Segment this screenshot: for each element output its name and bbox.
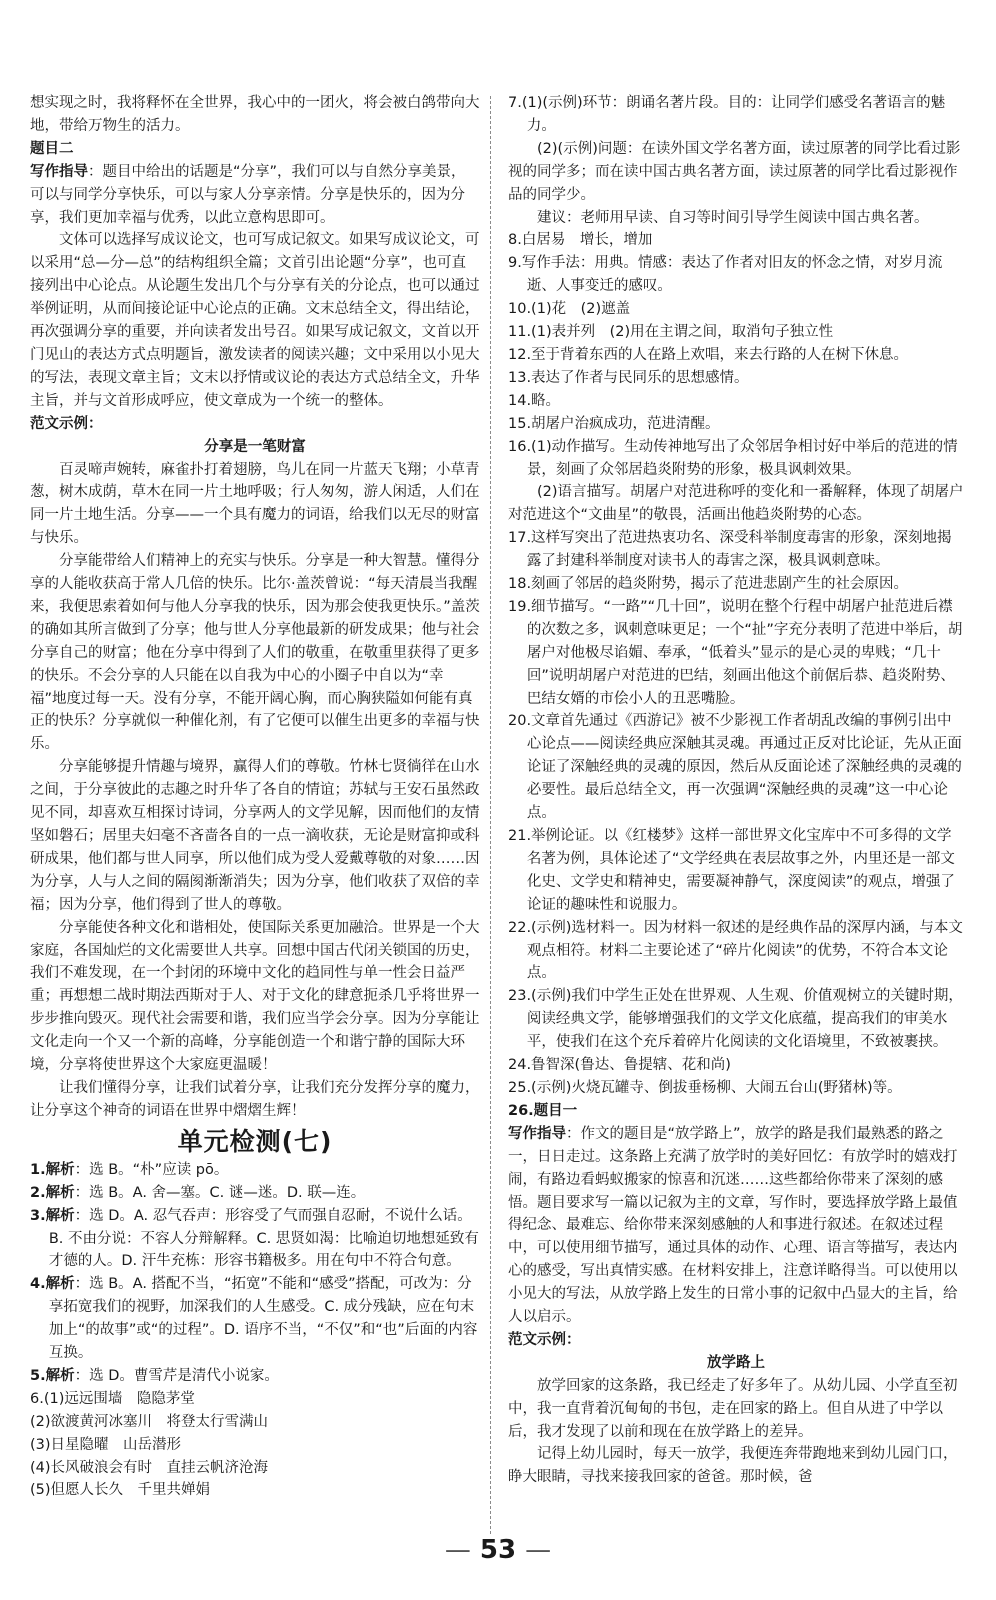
answer-item: 17.这样写突出了范进热衷功名、深受科举制度毒害的形象，深刻地揭露了封建科举制度对读书人的毒害之深，极具讽刺意味。 [508, 530, 952, 570]
essay-title: 放学路上 [707, 1354, 765, 1371]
answer-item: 16.(1)动作描写。生动传神地写出了众邻居争相讨好中举后的范进的情景，刻画了众邻居趋炎附势的形象，极具讽刺效果。 [508, 438, 958, 478]
footer-dash: — [525, 1535, 552, 1565]
writing-guide-label: 写作指导 [508, 1125, 566, 1142]
answer-item [30, 1273, 480, 1365]
writing-guide-text: ：题目中给出的话题是“分享”，我们可以与自然分享美景，可以与同学分享快乐，可以与家人分享亲情。分享是快乐的，因为分享，我们更加幸福与优秀，以此立意构思即可。 [30, 163, 466, 226]
essay-paragraph: 分享能使各种文化和谐相处，使国际关系更加融洽。世界是一个大家庭，各国灿烂的文化需要世人共享。回想中国古代闭关锁国的历史，我们不难发现，在一个封闭的环境中文化的趋同性与单一性会日益严重；再想想二战时期法西斯对于人、对于文化的肆意扼杀几乎将世界一步步推向毁灭。现代社会需要和谐，我们应当学会分享。因为分享能让文化走向一个又一个新的高峰，分享能创造一个和谐宁静的国际大环境，分享将使世界这个大家庭更温暖！ [30, 919, 480, 1074]
answer-item: 建议：老师用早读、自习等时间引导学生阅读中国古典名著。 [537, 209, 929, 226]
answer-text: ：选 D。曹雪芹是清代小说家。 [74, 1367, 279, 1384]
answer-item: 13.表达了作者与民同乐的思想感情。 [508, 369, 749, 386]
answer-label: 3.解析 [30, 1207, 75, 1224]
essay-title: 分享是一笔财富 [204, 438, 306, 455]
heading-example: 范文示例： [30, 415, 103, 432]
paragraph: 文体可以选择写成议论文，也可写成记叙文。如果写成议论文，可以采用“总—分—总”的结构组织全篇；文首引出论题“分享”，也可直接列出中心论点。从论题生发出几个与分享有关的分论点，也可以通过举例证明，从而间接论证中心论点的正确。文末总结全文，得出结论，再次强调分享的重要，并向读者发出号召。如果写成记叙文，文首以开门见山的表达方式点明题旨，激发读者的阅读兴趣；文中采用以小见大的写法，表现文章主旨；文末以抒情或议论的表达方式总结全文，升华主旨，并与文首形成呼应，使文章成为一个统一的整体。 [30, 232, 480, 409]
answer-item: (2)语言描写。胡屠户对范进称呼的变化和一番解释，体现了胡屠户对范进这个“文曲星”的敬畏，活画出他趋炎附势的心态。 [508, 484, 964, 524]
writing-guide-text: ：作文的题目是“放学路上”，放学的路是我们最熟悉的路之一，日日走过。这条路上充满了放学时的美好回忆：有放学时的嬉戏打闹，有路边看蚂蚁搬家的惊喜和沉迷……这些都给你带来了深刻的感悟。题目要求写一篇以记叙为主的文章，写作时，要选择放学路上最值得纪念、最难忘、给你带来深刻感触的人和事进行叙述。在叙述过程中，可以使用细节描写，通过具体的动作、心理、语言等描写，表达内心的感受，写出真情实感。在材料安排上，注意详略得当。可以使用以小见大的写法，从放学路上发生的日常小事的记叙中凸显大的主旨，给人以启示。 [508, 1125, 958, 1326]
answer-item: 22.(示例)选材料一。因为材料一叙述的是经典作品的深厚内涵，与本文观点相符。材料二主要论述了“碎片化阅读”的优势，不符合本文论点。 [508, 919, 963, 982]
answer-label: 5.解析 [30, 1367, 75, 1384]
heading-example: 范文示例： [508, 1331, 581, 1348]
answer-item: (2)欲渡黄河冰塞川 将登太行雪满山 [30, 1413, 269, 1430]
answer-item [30, 1159, 480, 1182]
answer-item [30, 1365, 480, 1388]
answer-item [30, 1205, 480, 1274]
answer-item: 7.(1)(示例)环节：朗诵名著片段。目的：让同学们感受名著语言的魅力。 [508, 95, 946, 134]
answer-item: 23.(示例)我们中学生正处在世界观、人生观、价值观树立的关键时期，阅读经典文学，能够增强我们的文学文化底蕴，提高我们的审美水平，使我们在这个充斥着碎片化阅读的文化语境里，不致被裹挟。 [508, 988, 963, 1051]
essay-paragraph: 记得上幼儿园时，每天一放学，我便连奔带跑地来到幼儿园门口，睁大眼睛，寻找来接我回家的爸爸。那时候，爸 [508, 1446, 958, 1486]
answer-item: 9.写作手法：用典。情感：表达了作者对旧友的怀念之情，对岁月流逝、人事变迁的感叹。 [508, 255, 943, 295]
footer-dash: — [444, 1535, 471, 1565]
page-number: 53 [479, 1535, 517, 1565]
writing-guide [30, 161, 480, 230]
answer-item [30, 1182, 480, 1205]
writing-guide-label: 写作指导 [30, 163, 88, 180]
section-title: 单元检测(七) [177, 1126, 333, 1156]
answer-item: 21.举例论证。以《红楼梦》这样一部世界文化宝库中不可多得的文学名著为例，具体论述了“文学经典在表层故事之外，内里还是一部文化史、文学史和精神史，需要凝神静气，深度阅读”的观点，增强了论证的趣味性和说服力。 [508, 828, 955, 913]
answer-text: ：选 B。A. 搭配不当，“拓宽”不能和“感受”搭配，可改为：分享拓宽我们的视野，加深我们的人生感受。C. 成分残缺，应在句末加上“的故事”或“的过程”。D. 语序不当，“不仅”和“也”后面的内容互换。 [48, 1276, 478, 1362]
answer-item: 12.至于背着东西的人在路上欢唱，来去行路的人在树下休息。 [508, 346, 909, 363]
answer-item: 11.(1)表并列 (2)用在主谓之间，取消句子独立性 [508, 324, 834, 341]
answer-item: 20.文章首先通过《西游记》被不少影视工作者胡乱改编的事例引出中心论点——阅读经典应深触其灵魂。再通过正反对比论证，先从正面论证了深触经典的灵魂的原因，然后从反面论述了深触经典的灵魂的必要性。最后总结全文，再一次强调“深触经典的灵魂”这一中心论点。 [508, 713, 962, 822]
answer-label: 1.解析 [30, 1161, 75, 1178]
answer-text: ：选 B。A. 舍—塞。C. 谜—迷。D. 联—连。 [74, 1184, 366, 1201]
answer-text: ：选 D。A. 忍气吞声：形容受了气而强自忍耐，不说什么话。B. 不由分说：不容人分辩解释。C. 思贤如渴：比喻迫切地想延致有才德的人。D. 汗牛充栋：形容书籍极多。用在句中不符合句意。 [48, 1207, 479, 1270]
page-footer [0, 1535, 996, 1565]
answer-item: 24.鲁智深(鲁达、鲁提辖、花和尚) [508, 1057, 731, 1074]
answer-label: 4.解析 [30, 1276, 75, 1293]
answer-text: ：选 B。“朴”应读 pō。 [74, 1161, 229, 1178]
answer-item: 25.(示例)火烧瓦罐寺、倒拔垂杨柳、大闹五台山(野猪林)等。 [508, 1079, 902, 1096]
essay-paragraph: 分享能够提升情趣与境界，赢得人们的尊敬。竹林七贤徜徉在山水之间，于分享彼此的志趣之时升华了各自的情谊；苏轼与王安石虽然政见不同，却喜欢互相探讨诗词，分享两人的文学见解，因而他们的友情坚如磐石；居里夫妇毫不吝啬各自的一点一滴收获，无论是财富抑或科研成果，他们都与世人同享，所以他们成为受人爱戴尊敬的对象……因为分享，人与人之间的隔阂渐渐消失；因为分享，他们收获了双倍的幸福；因为分享，他们得到了世人的尊敬。 [30, 759, 480, 913]
answer-item: (5)但愿人长久 千里共婵娟 [30, 1482, 211, 1499]
heading-topic-one: 26.题目一 [508, 1102, 578, 1119]
essay-paragraph: 分享能带给人们精神上的充实与快乐。分享是一种大智慧。懂得分享的人能收获高于常人几倍的快乐。比尔·盖茨曾说：“每天清晨当我醒来，我便思索着如何与他人分享我的快乐，因为那会使我更快乐。”盖茨的确如其所言做到了分享；他与世人分享他最新的研发成果；他与社会分享自己的财富；他在分享中得到了人们的敬重，在敬重里获得了更多的快乐。不会分享的人只能在以自我为中心的小圈子中自以为“幸福”地度过每一天。没有分享，不能开阔心胸，而心胸狭隘如何能有真正的快乐？分享就似一种催化剂，有了它便可以催生出更多的幸福与快乐。 [30, 553, 480, 753]
right-column [508, 92, 964, 1489]
heading-topic-two: 题目二 [30, 140, 74, 157]
essay-paragraph: 放学回家的这条路，我已经走了好多年了。从幼儿园、小学直至初中，我一直背着沉甸甸的书包，走在回家的路上。但自从进了中学以后，我才发现了以前和现在在放学路上的差异。 [508, 1377, 958, 1440]
essay-paragraph: 百灵啼声婉转，麻雀扑打着翅膀，鸟儿在同一片蓝天飞翔；小草青葱，树木成荫，草木在同一片土地呼吸；行人匆匆，游人闲适，人们在同一片土地生活。分享——一个具有魔力的词语，给我们以无尽的财富与快乐。 [30, 461, 480, 547]
writing-guide [508, 1123, 964, 1329]
answer-item: 8.白居易 增长，增加 [508, 232, 653, 249]
answer-label: 2.解析 [30, 1184, 75, 1201]
paragraph: 想实现之时，我将释怀在全世界，我心中的一团火，将会被白鸽带向大地，带给万物生的活力。 [30, 95, 480, 134]
column-divider [490, 96, 491, 1534]
answer-item: (4)长风破浪会有时 直挂云帆济沧海 [30, 1459, 269, 1476]
answer-item: 18.刻画了邻居的趋炎附势，揭示了范进悲剧产生的社会原因。 [508, 576, 909, 593]
left-column [30, 92, 480, 1502]
answer-item: 10.(1)花 (2)遮盖 [508, 301, 631, 318]
answer-item: 19.细节描写。“一路”“几十回”，说明在整个行程中胡屠户扯范进后襟的次数之多，讽刺意味更足；一个“扯”字充分表明了范进中举后，胡屠户对他极尽谄媚、奉承，“低着头”显示的是心灵的卑贱；“几十回”说明胡屠户对范进的巴结，刻画出他这个前倨后恭、趋炎附势、巴结女婿的市侩小人的丑恶嘴脸。 [508, 598, 963, 707]
answer-item: 6.(1)远远围墙 隐隐茅堂 [30, 1390, 195, 1407]
answer-item: (2)(示例)问题：在读外国文学名著方面，读过原著的同学比看过影视的同学多；而在读中国古典名著方面，读过原著的同学比看过影视作品的同学少。 [508, 140, 961, 203]
answer-item: 14.略。 [508, 392, 561, 409]
essay-paragraph: 让我们懂得分享，让我们试着分享，让我们充分发挥分享的魔力，让分享这个神奇的词语在世界中熠熠生辉！ [30, 1079, 480, 1119]
answer-item: (3)日星隐曜 山岳潜形 [30, 1436, 182, 1453]
answer-item: 15.胡屠户治疯成功，范进清醒。 [508, 415, 720, 432]
